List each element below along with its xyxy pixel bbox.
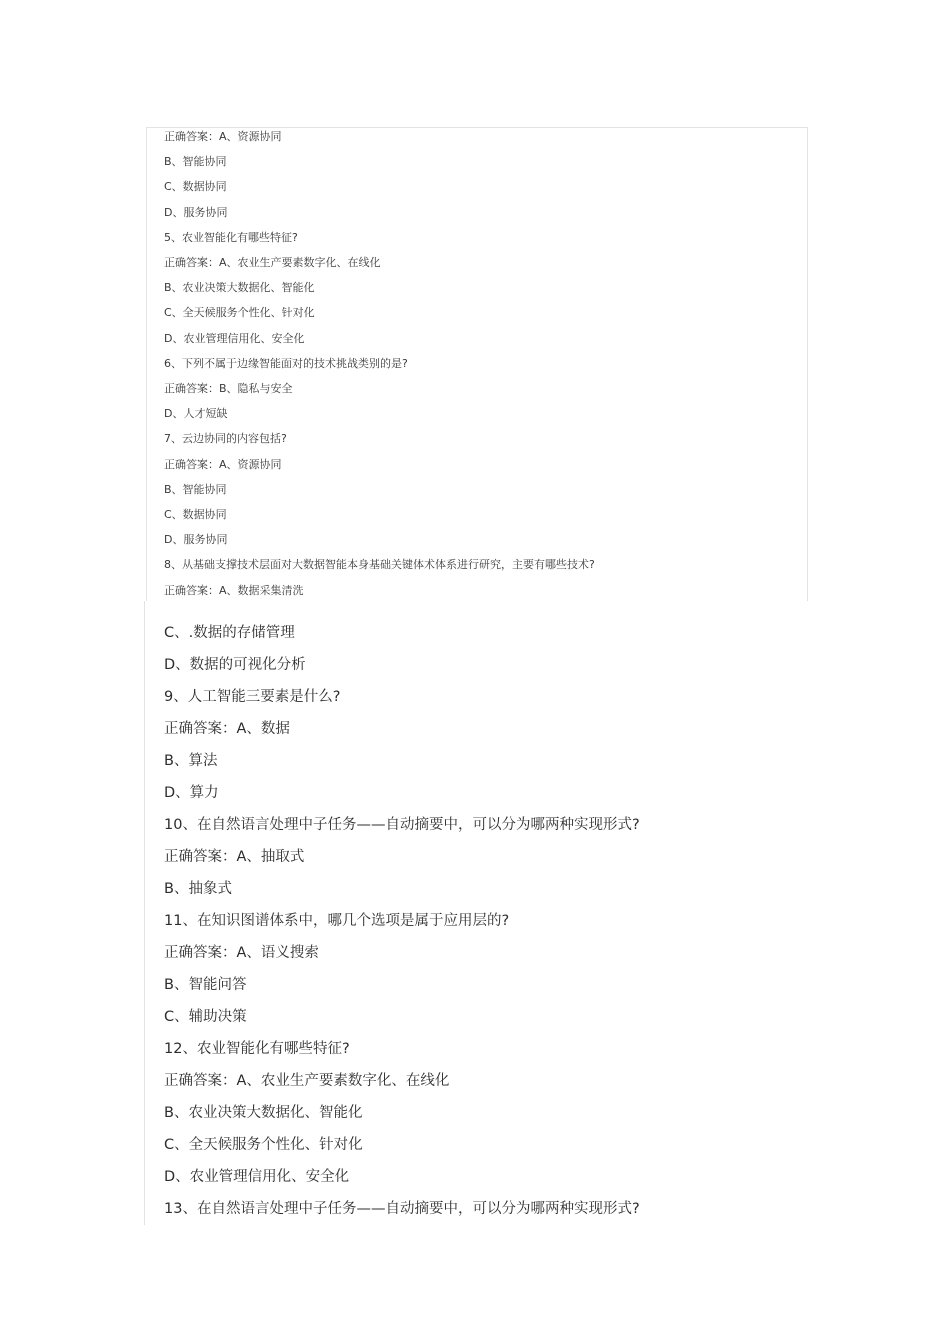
answer-line: 正确答案：A、抽取式 [164,849,305,865]
option-line: C、.数据的存储管理 [164,625,295,641]
option-line: D、农业管理信用化、安全化 [164,1169,350,1185]
embedded-answer-screenshot [146,127,808,601]
question-line: 5、农业智能化有哪些特征? [164,230,298,244]
option-line: D、算力 [164,785,219,801]
option-line: D、人才短缺 [164,407,228,421]
answer-line: 正确答案：A、语义搜索 [164,945,319,961]
answer-line: 正确答案：A、资源协同 [164,457,282,471]
option-line: C、数据协同 [164,180,227,194]
option-line: B、农业决策大数据化、智能化 [164,281,315,295]
answer-line: 正确答案：A、数据 [164,721,290,737]
option-line: C、辅助决策 [164,1009,247,1025]
answer-line: 正确答案：A、农业生产要素数字化、在线化 [164,1073,450,1089]
option-line: D、服务协同 [164,533,228,547]
question-line: 12、农业智能化有哪些特征? [164,1041,350,1057]
option-line: B、算法 [164,753,218,769]
option-line: B、抽象式 [164,881,232,897]
option-line: D、农业管理信用化、安全化 [164,331,305,345]
question-line: 8、从基础支撑技术层面对大数据智能本身基础关键体术体系进行研究，主要有哪些技术? [164,558,595,572]
option-line: C、全天候服务个性化、针对化 [164,306,315,320]
option-line: B、智能协同 [164,482,227,496]
question-line: 6、下列不属于边缘智能面对的技术挑战类别的是? [164,356,408,370]
option-line: B、智能问答 [164,977,247,993]
option-line: D、数据的可视化分析 [164,657,306,673]
question-line: 11、在知识图谱体系中，哪几个选项是属于应用层的? [164,913,510,929]
question-line: 9、人工智能三要素是什么? [164,689,341,705]
question-line: 13、在自然语言处理中子任务——自动摘要中，可以分为哪两种实现形式? [164,1201,640,1217]
question-line: 10、在自然语言处理中子任务——自动摘要中，可以分为哪两种实现形式? [164,817,640,833]
option-line: C、全天候服务个性化、针对化 [164,1137,363,1153]
option-line: D、服务协同 [164,205,228,219]
answer-line: 正确答案：A、数据采集清洗 [164,583,304,597]
option-line: C、数据协同 [164,508,227,521]
question-line: 7、云边协同的内容包括? [164,432,287,446]
answer-line: 正确答案：A、资源协同 [164,130,282,143]
option-line: B、农业决策大数据化、智能化 [164,1105,363,1121]
option-line: B、智能协同 [164,155,227,169]
answer-line: 正确答案：B、隐私与安全 [164,382,293,395]
answer-text-block [144,601,844,1225]
answer-line: 正确答案：A、农业生产要素数字化、在线化 [164,256,381,269]
